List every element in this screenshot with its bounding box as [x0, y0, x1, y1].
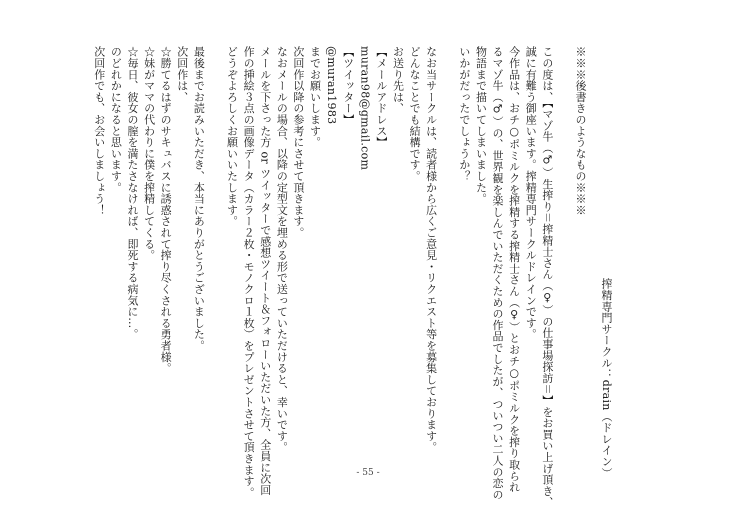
text-line: どんなことでも結構です。 — [408, 46, 422, 182]
text-line: 【ツイッター】 — [341, 46, 355, 126]
text-line: メールを下さった方 or ツイッターで感想ツイート＆フォローいただいた方、全員に次回 — [258, 46, 272, 496]
blank-line — [555, 46, 572, 446]
text-line: お送り先は、 — [391, 46, 405, 114]
page-number: - 55 - — [356, 468, 380, 478]
blank-line — [439, 46, 456, 446]
text-line: @muran1983 — [325, 46, 339, 125]
text-line: いかがだったでしょうか？ — [457, 46, 471, 182]
text-line: なおメールの場合、以降の定型文を埋める形で送っていただけると、幸いです。 — [275, 46, 289, 453]
text-line: 作の挿絵３点の画像データ（カラー２枚・モノクロ１枚）をプレゼントさせて頂きます。 — [242, 46, 256, 498]
text-line: 【メールアドレス】 — [374, 46, 388, 148]
text-line: るマゾ牛（♂）の、世界観を楽しんでいただくための作品でしたが、ついつい二人の恋の — [491, 46, 505, 500]
text-line: どうぞよろしくお願いいたします。 — [225, 46, 239, 227]
text-line: のどれかになると思います。 — [109, 46, 123, 193]
text-line: までお願いします。 — [308, 46, 322, 148]
blank-line — [206, 46, 223, 446]
text-line: 最後までお読みいただき、本当にありがとうございました。 — [192, 46, 206, 352]
circle-credit: 搾精専門サークル：drain（ドレイン） — [600, 278, 613, 479]
text-line: 物語まで描いてしまいました。 — [474, 46, 488, 205]
text-line: 次回作でも、お会いしましょう！ — [92, 46, 106, 216]
text-line: なお当サークルは、読者様から広くご意見・リクエスト等を募集しております。 — [424, 46, 438, 453]
text-line: 誠に有難う御座います。搾精専門サークルドレインです。 — [524, 46, 538, 340]
text-line: 次回作以降の参考にさせて頂きます。 — [291, 46, 305, 239]
text-line: この度は、【マゾ牛（♂）生搾り＝搾精士さん（♀）の仕事場探訪＝】をお買い上げ頂き、 — [540, 46, 554, 508]
text-line: ☆妹がママの代わりに僕を搾精してくる。 — [142, 46, 156, 261]
text-line: 今作品は、おチ○ポミルクを搾精する搾精士さん（♀）とおチ○ポミルクを搾り取られ — [507, 46, 521, 493]
text-line: ※※※後書きのようなもの※※※ — [574, 46, 587, 216]
text-line: 次回作は、 — [175, 46, 189, 103]
text-line: ☆毎日、彼女の膣を満たさなければ、即死する病気に…。 — [125, 46, 139, 340]
text-line: ☆勝てるはずのサキュバスに誘惑されて搾り尽くされる勇者様。 — [159, 46, 173, 374]
text-line: muran98@gmail.com — [358, 46, 372, 171]
